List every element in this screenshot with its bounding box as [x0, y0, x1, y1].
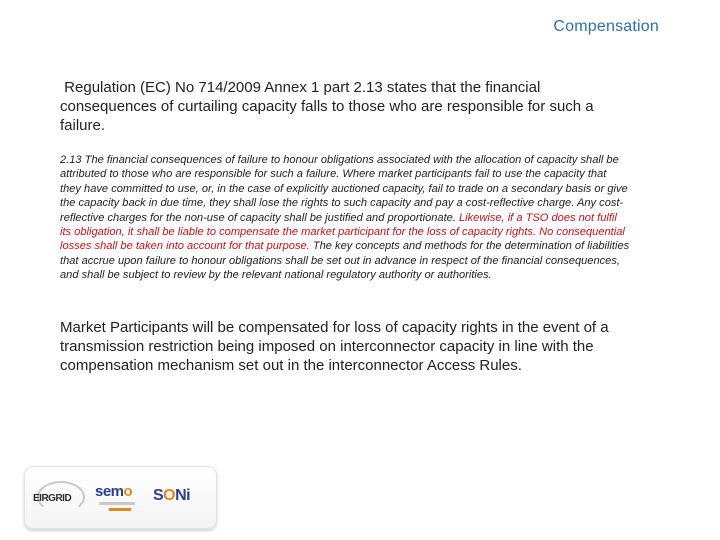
- semo-tagline-accent: [109, 508, 131, 511]
- semo-tagline-bar: [99, 502, 135, 505]
- semo-logo: [95, 483, 145, 515]
- closing-paragraph: Market Participants will be compensated for loss of capacity rights in the event of a transmission restriction being imposed on interconnector capacity in line with the compensation mechanism set out in the interconnector Access Rules.: [60, 319, 609, 374]
- quote-text-part1: 2.13 The financial consequences of failure to honour obligations associated with the allocation of capacity shall be attributed to those who are responsible for such a failure. Where market participants fail to use the capacity that they have committed to use, or, in the case of explicitly auctioned capacity, fail to trade on a secondary basis or give the capacity back in due time, they shall lose the rights to such capacity and pay a cost-reflective charge. Any cost-reflective charges for the non-use of capacity shall be justified and proportionate.: [60, 154, 628, 224]
- page-title: Compensation: [553, 18, 659, 35]
- intro-paragraph: Regulation (EC) No 714/2009 Annex 1 part 2.13 states that the financial consequences of curtailing capacity falls to those who are responsible for such a failure.: [60, 79, 598, 134]
- regulation-quote: [60, 153, 630, 283]
- eirgrid-wordmark: EIRGRID: [33, 493, 72, 504]
- semo-wordmark: semo: [95, 483, 133, 500]
- eirgrid-logo: [31, 481, 91, 515]
- partner-logos-panel: [24, 466, 217, 529]
- soni-logo: [153, 485, 203, 513]
- quote-text-part2: The key concepts and methods for the determination of liabilities that accrue upon failure to honour obligations shall be set out in advance in respect of the financial consequences, and shall be subject to review by the relevant national regulatory authority or authorities.: [60, 240, 630, 282]
- quote-highlight: Likewise, if a TSO does not fulfil its obligation, it shall be liable to compensate the market participant for the loss of capacity rights. No consequential losses shall be taken into account for that purpose.: [60, 211, 625, 253]
- soni-wordmark: SONi: [153, 487, 191, 504]
